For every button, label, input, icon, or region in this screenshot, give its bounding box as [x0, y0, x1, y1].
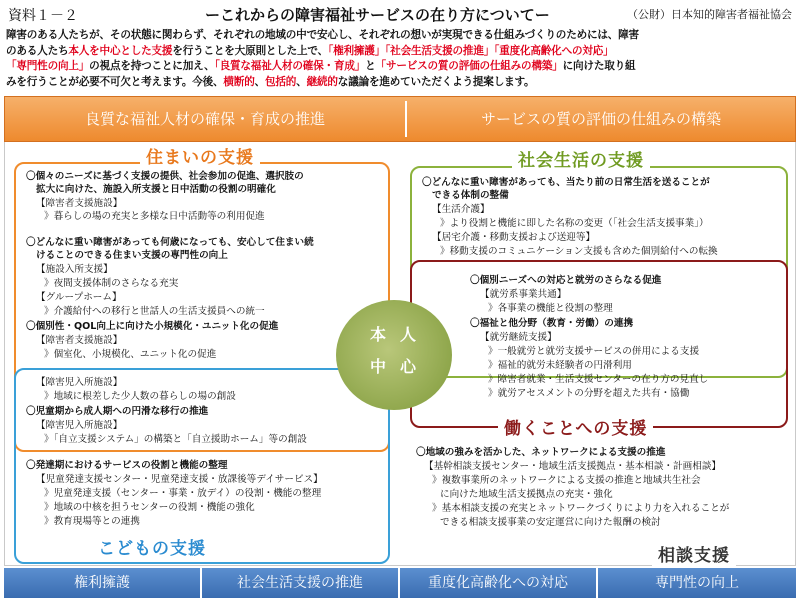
list-item: 》「自立支援システム」の構築と「自立援助ホーム」等の創設: [44, 434, 307, 445]
list-item: 【施設入所支援】: [36, 264, 113, 275]
list-item: 〇児童期から成人期への円滑な移行の推進: [26, 406, 209, 417]
list-item: 〇個別性・QOL向上に向けた小規模化・ユニット化の促進: [26, 321, 279, 332]
bottom-band-item: 専門性の向上: [655, 575, 739, 591]
top-band-left: 良質な福祉人材の確保・育成の推進: [84, 110, 325, 128]
list-item: 〇どんなに重い障害があっても何歳になっても、安心して住まい続: [26, 237, 314, 248]
list-item: 〇個々のニーズに基づく支援の提供、社会参加の促進、選択肢の: [26, 171, 304, 182]
list-item: 》夜間支援体制のさらなる充実: [44, 278, 179, 289]
list-item: 【障害児入所施設】: [36, 420, 123, 431]
bottom-band-item: 権利擁護: [74, 575, 130, 591]
list-item: 》福祉的就労未経験者の円滑利用: [488, 360, 632, 371]
list-item: 》教育現場等との連携: [44, 516, 140, 527]
list-item: 〇地域の強みを活かした、ネットワークによる支援の推進: [416, 447, 666, 458]
intro-highlight: 包括的: [265, 75, 297, 88]
list-item: 》介護給付への移行と世話人の生活支援員への統一: [44, 306, 265, 317]
person-centered-circle: [336, 300, 452, 410]
list-item: 》一般就労と就労支援サービスの併用による支援: [488, 346, 700, 357]
list-item: 【グループホーム】: [36, 292, 122, 303]
list-item: 》児童発達支援（センター・事業・放デイ）の役割・機能の整理: [44, 488, 322, 499]
list-item: 》個室化、小規模化、ユニット化の促進: [44, 349, 217, 360]
list-item: 》障害者就業・生活支援センターの在り方の見直し: [488, 374, 709, 385]
circle-char: 人: [400, 325, 417, 344]
intro-text: を行うことを大原則とした上で、: [172, 44, 329, 57]
list-item: 》より役割と機能に即した名称の変更（「社会生活支援事業」）: [440, 218, 709, 229]
list-item: 拡大に向けた、施設入所支援と日中活動の役割の明確化: [36, 184, 276, 195]
intro-text: に向けた取り組: [562, 60, 636, 72]
organization-name: （公財）日本知的障害者福祉協会: [627, 8, 792, 21]
intro-highlight: 継続的: [306, 75, 338, 88]
intro-text: な議論を進めていただくよう提案します。: [337, 75, 535, 88]
intro-text: のある人たち: [6, 44, 69, 57]
list-item: 〇どんなに重い障害があっても、当たり前の日常生活を送ることが: [422, 177, 710, 188]
housing-support-label: 住まいの支援: [140, 143, 260, 168]
circle-char: 中: [370, 357, 387, 376]
list-item: 【就労継続支援】: [480, 332, 557, 343]
list-item: 【生活介護】: [432, 204, 490, 215]
consultation-support-label: 相談支援: [652, 541, 736, 566]
list-item: 》就労アセスメントの分野を超えた共有・協働: [488, 388, 690, 399]
list-item: 》移動支援のコミュニケーション支援も含めた個別給付への転換: [440, 246, 718, 257]
list-item: 》地域の中核を担うセンターの役割・機能の強化: [44, 502, 255, 513]
list-item: 》基本相談支援の充実とネットワークづくりにより力を入れることが: [432, 503, 730, 514]
page-title: ーこれからの障害福祉サービスの在り方についてー: [205, 6, 550, 24]
list-item: 〇福祉と他分野（教育・労働）の連携: [470, 318, 634, 329]
list-item: 〇個別ニーズへの対応と就労のさらなる促進: [470, 275, 662, 286]
list-item: 【障害者支援施設】: [36, 198, 123, 209]
child-support-label: こどもの支援: [92, 534, 212, 559]
intro-text: の視点を持つことに加え、: [89, 60, 215, 72]
circle-char: 心: [400, 357, 417, 376]
list-item: 【就労系事業共通】: [480, 289, 567, 300]
list-item: 【障害児入所施設】: [36, 377, 123, 388]
intro-text: みを行うことが必要不可欠と考えます。今後、: [6, 75, 224, 88]
list-item: できる相談支援事業の安定運営に向けた報酬の検討: [440, 517, 661, 528]
list-item: 【居宅介護・移動支援および送迎等】: [432, 232, 596, 243]
list-item: できる体制の整備: [432, 190, 509, 201]
intro-highlight: 「権利擁護」「社会生活支援の推進」「重度化高齢化への対応」: [328, 44, 614, 57]
intro-highlight: 横断的: [223, 75, 255, 88]
intro-text: 障害のある人たちが、その状態に関わらず、それぞれの地域の中で安心し、それぞれの想いが実現できる仕組みづくりのためには、障害: [6, 29, 639, 41]
list-item: 【基幹相談支援センター・地域生活支援拠点・基本相談・計画相談】: [424, 461, 722, 472]
list-item: 》複数事業所のネットワークによる支援の推進と地域共生社会: [432, 475, 701, 486]
bottom-band: [4, 568, 796, 598]
top-band: [4, 96, 796, 142]
top-band-right: サービスの質の評価の仕組みの構築: [480, 110, 721, 128]
document-reference: 資料１－２: [8, 8, 78, 24]
list-item: 【児童発達支援センター・児童発達支援・放課後等デイサービス】: [36, 474, 323, 485]
list-item: けることのできる住まい支援の専門性の向上: [36, 250, 228, 261]
bottom-band-item: 社会生活支援の推進: [237, 575, 363, 591]
circle-char: 本: [370, 325, 387, 344]
list-item: 》地域に根差した少人数の暮らしの場の創設: [44, 391, 236, 402]
intro-highlight: 「サービスの質の評価の仕組みの構築」: [375, 60, 563, 72]
intro-highlight: 「良質な福祉人材の確保・育成」: [214, 60, 366, 72]
list-item: 》各事業の機能と役割の整理: [488, 303, 613, 314]
list-item: 〇発達期におけるサービスの役割と機能の整理: [26, 460, 228, 471]
intro-text: 、: [296, 75, 307, 88]
social-life-support-label: 社会生活の支援: [512, 146, 650, 171]
list-item: 【障害者支援施設】: [36, 335, 123, 346]
intro-highlight: 本人を中心とした支援: [68, 44, 173, 57]
bottom-band-item: 重度化高齢化への対応: [428, 575, 568, 591]
intro-text: と: [365, 60, 376, 72]
work-support-label: 働くことへの支援: [498, 414, 653, 439]
intro-paragraph: [6, 28, 796, 90]
intro-text: 、: [254, 75, 266, 88]
list-item: 》暮らしの場の充実と多様な日中活動等の利用促進: [44, 211, 265, 222]
list-item: に向けた地域生活支援拠点の充実・強化: [440, 489, 613, 500]
intro-highlight: 「専門性の向上」: [6, 60, 90, 72]
